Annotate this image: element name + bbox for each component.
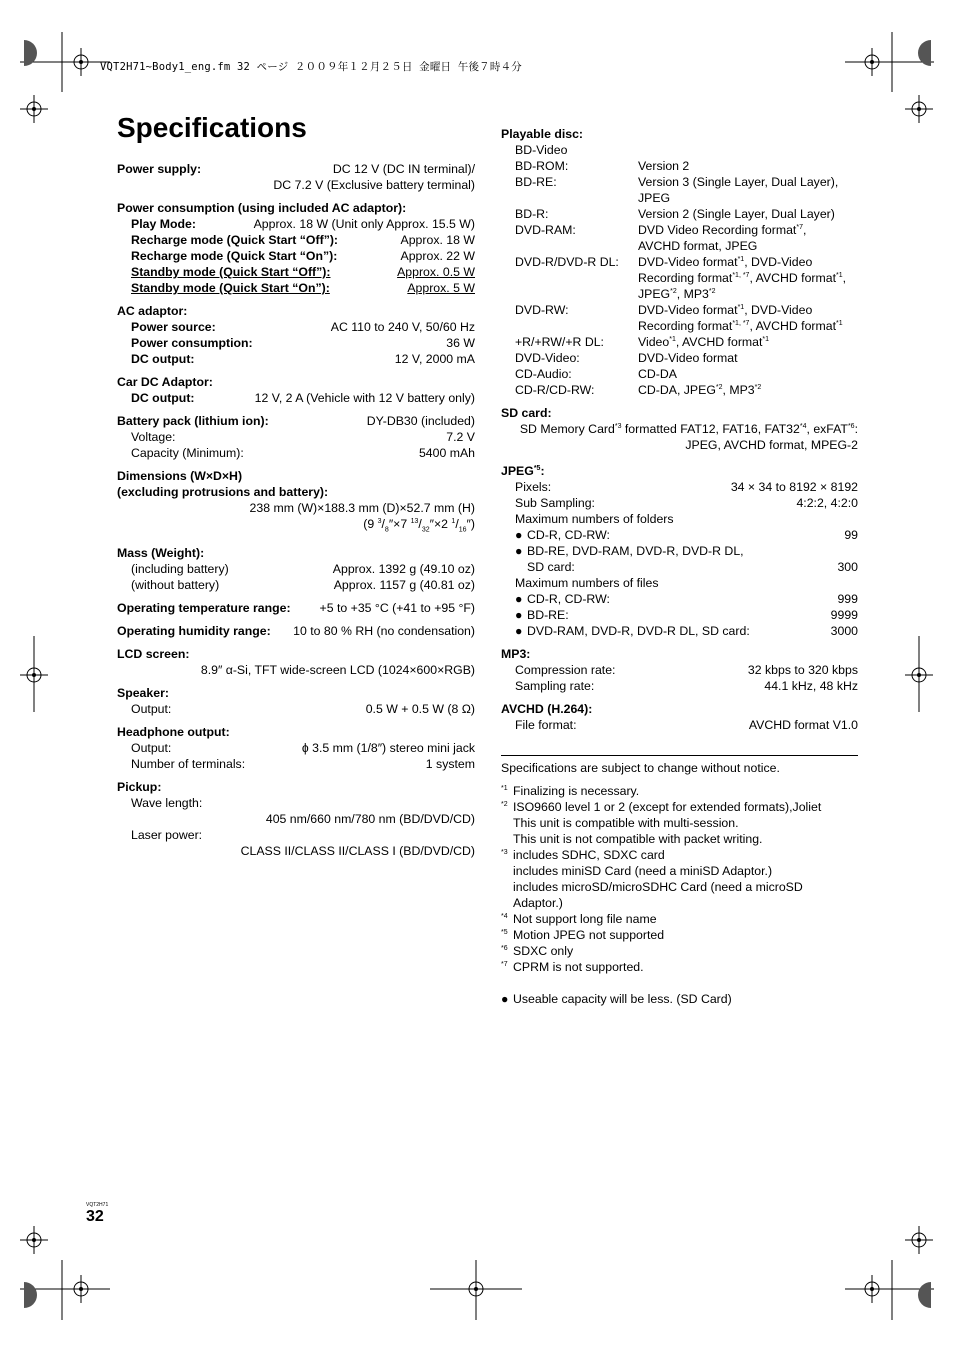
files-bdre-label: ● BD-RE: (515, 608, 569, 622)
wave-length-value: 405 nm/660 nm/780 nm (BD/DVD/CD) (265, 812, 475, 827)
car-dc-output-label: DC output: (131, 391, 195, 405)
sd-card-section (501, 405, 858, 453)
divider (501, 755, 858, 756)
terminals-label: Number of terminals: (131, 757, 246, 772)
laser-power-label: Laser power: (131, 828, 203, 843)
playable-disc-heading: Playable disc: (501, 127, 584, 141)
power-supply-value-1: DC 12 V (DC IN terminal)/ (332, 162, 475, 176)
files-bdre-value: 9999 (830, 608, 858, 622)
dvd-video-value: DVD-Video format (638, 351, 738, 365)
adaptor-dc-output-label: DC output: (131, 352, 195, 366)
dimensions-metric: 238 mm (W)×188.3 mm (D)×52.7 mm (H) (249, 501, 475, 515)
power-source-label: Power source: (131, 320, 216, 334)
headphone-output-label: Output: (131, 741, 172, 756)
bd-rom-label: BD-ROM: (515, 159, 569, 173)
pixels-label: Pixels: (515, 480, 552, 494)
avchd-heading: AVCHD (H.264): (501, 702, 593, 716)
speaker-output-label: Output: (131, 702, 172, 717)
pickup-heading: Pickup: (117, 780, 162, 795)
mass-incl-label: (including battery) (131, 562, 229, 577)
power-consumption-heading: Power consumption (using included AC adaptor): (117, 201, 407, 215)
max-files-label: Maximum numbers of files (515, 576, 659, 590)
bullet-icon: ● (515, 592, 523, 606)
plus-r-label: +R/+RW/+R DL: (515, 335, 604, 349)
footnote-2: *2 ISO9660 level 1 or 2 (except for extended formats),Joliet This unit is compatible with multi-session. This unit is not compatible with packet writing. (501, 800, 822, 846)
dimensions-heading-2: (excluding protrusions and battery): (117, 485, 329, 499)
cd-audio-value: CD-DA (638, 367, 677, 381)
cd-audio-label: CD-Audio: (515, 367, 572, 381)
footnotes (501, 783, 858, 975)
bullet-icon: ● (501, 992, 509, 1006)
mass-excl-value: Approx. 1157 g (40.81 oz) (333, 578, 475, 593)
files-cd-label: ● CD-R, CD-RW: (515, 592, 610, 606)
dvd-ram-label: DVD-RAM: (515, 223, 576, 237)
recharge-off-value: Approx. 18 W (400, 233, 475, 247)
sd-card-formats: SD Memory Card$^{*3}$ formatted FAT12, FAT16, FAT32$^{*4}$, exFAT$^{*6}$: (519, 422, 858, 436)
adaptor-consumption-value: 36 W (446, 336, 475, 350)
play-mode-label: Play Mode: (131, 217, 196, 231)
dvd-video-label: DVD-Video: (515, 351, 580, 365)
car-dc-section (117, 374, 475, 406)
bd-re-value: Version 3 (Single Layer, Dual Layer), JPEG (638, 175, 839, 205)
voltage-value: 7.2 V (446, 430, 475, 444)
pixels-value: 34 × 34 to 8192 × 8192 (730, 480, 858, 494)
ac-adaptor-heading: AC adaptor: (117, 304, 188, 318)
files-cd-value: 999 (837, 592, 858, 606)
op-humid-label: Operating humidity range: (117, 624, 271, 639)
folders-cd-label: ● CD-R, CD-RW: (515, 528, 610, 542)
mp3-section (501, 646, 858, 694)
folders-cd-value: 99 (844, 528, 858, 542)
pickup-section (117, 779, 475, 859)
footer-code: VQT2H71 (86, 1202, 109, 1208)
playable-disc-section (501, 126, 858, 398)
op-temp-section (117, 600, 475, 616)
dimensions-heading-1: Dimensions (W×D×H) (117, 469, 243, 483)
sd-card-types: JPEG, AVCHD format, MPEG-2 (685, 438, 858, 452)
car-dc-output-value: 12 V, 2 A (Vehicle with 12 V battery only) (254, 391, 475, 405)
sub-sampling-label: Sub Sampling: (515, 496, 595, 510)
dvd-rw-value: DVD-Video format$^{*1}$, DVD-Video Recording format$^{*1, *7}$, AVCHD format$^{*1}$ (638, 303, 843, 333)
mass-heading: Mass (Weight): (117, 546, 205, 561)
bd-r-label: BD-R: (515, 207, 549, 221)
adaptor-dc-output-value: 12 V, 2000 mA (394, 352, 475, 366)
capacity-value: 5400 mAh (418, 446, 475, 460)
recharge-on-label: Recharge mode (Quick Start “On”): (131, 249, 338, 263)
dimensions-inches: (9 $^3/_8''\times 7$ $^{13}/_{32}''\times 2$ $^1/_{16}''$) (363, 517, 475, 534)
sampling-value: 44.1 kHz, 48 kHz (764, 679, 858, 693)
page-number: 32 (86, 1208, 104, 1225)
speaker-section (117, 685, 475, 717)
cd-r-label: CD-R/CD-RW: (515, 383, 595, 397)
bullet-icon: ● (515, 624, 523, 638)
files-dvd-label: ● DVD-RAM, DVD-R, DVD-R DL, SD card: (515, 624, 750, 638)
change-notice: Specifications are subject to change without notice. (501, 761, 780, 775)
file-format-value: AVCHD format V1.0 (748, 718, 858, 732)
battery-label: Battery pack (lithium ion): (117, 414, 269, 428)
headphone-heading: Headphone output: (117, 725, 230, 740)
capacity-note: ● Useable capacity will be less. (SD Card) (501, 992, 732, 1006)
bd-rom-value: Version 2 (638, 159, 690, 173)
footnote-5: *5 Motion JPEG not supported (501, 928, 665, 942)
power-supply-section (117, 161, 475, 193)
footnote-3: *3 includes SDHC, SDXC card includes miniSD Card (need a miniSD Adaptor.) includes microSD/microSDHC Card (need a microSD Adaptor.) (501, 848, 803, 910)
mass-section (117, 545, 475, 593)
speaker-heading: Speaker: (117, 686, 169, 701)
headphone-output-value: ɸ 3.5 mm (1/8″) stereo mini jack (301, 741, 475, 756)
op-temp-value: +5 to +35 °C (+41 to +95 °F) (319, 601, 475, 616)
bullet-icon: ● (515, 544, 523, 558)
folders-sd-label: SD card: (527, 560, 575, 574)
terminals-value: 1 system (425, 757, 475, 772)
bullet-icon: ● (515, 528, 523, 542)
lcd-section (117, 646, 475, 678)
bd-re-label: BD-RE: (515, 175, 557, 189)
recharge-on-value: Approx. 22 W (400, 249, 475, 263)
left-column (117, 161, 475, 866)
dvd-r-value: DVD-Video format$^{*1}$, DVD-Video Recording format$^{*1, *7}$, AVCHD format$^{*1}$, JPEG$^{*2}$, MP3$^{*2}$ (638, 255, 847, 301)
wave-length-label: Wave length: (131, 796, 203, 811)
sd-card-heading: SD card: (501, 406, 552, 420)
play-mode-value: Approx. 18 W (Unit only Approx. 15.5 W) (253, 217, 475, 231)
laser-power-value: CLASS II/CLASS II/CLASS I (BD/DVD/CD) (240, 844, 475, 859)
car-dc-heading: Car DC Adaptor: (117, 375, 213, 389)
footnote-7: *7 CPRM is not supported. (501, 960, 644, 974)
footnote-6: *6 SDXC only (501, 944, 574, 958)
footnote-4: *4 Not support long file name (501, 912, 657, 926)
right-column (501, 126, 858, 1007)
adaptor-consumption-label: Power consumption: (131, 336, 253, 350)
speaker-output-value: 0.5 W + 0.5 W (8 Ω) (365, 702, 475, 717)
footnote-1: *1 Finalizing is necessary. (501, 784, 640, 798)
lcd-heading: LCD screen: (117, 647, 190, 662)
files-dvd-value: 3000 (830, 624, 858, 638)
jpeg-heading: JPEG$^{*5}$: (501, 464, 545, 478)
file-header: VQT2H71~Body1_eng.fm 32 ページ ２００９年１２月２５日 金曜日 午後７時４分 (100, 61, 522, 73)
dimensions-section (117, 468, 475, 538)
op-humid-value: 10 to 80 % RH (no condensation) (293, 624, 475, 639)
bullet-icon: ● (515, 608, 523, 622)
lcd-value: 8.9″ α-Si, TFT wide-screen LCD (1024×600×RGB) (200, 663, 475, 678)
page-title: Specifications (117, 112, 307, 143)
mp3-heading: MP3: (501, 647, 531, 661)
dvd-rw-label: DVD-RW: (515, 303, 569, 317)
folders-sd-value: 300 (837, 560, 858, 574)
sampling-label: Sampling rate: (515, 679, 595, 693)
file-format-label: File format: (515, 718, 577, 732)
folders-bd-label: ● BD-RE, DVD-RAM, DVD-R, DVD-R DL, (515, 544, 744, 558)
standby-off-label: Standby mode (Quick Start “Off”): (131, 265, 331, 279)
cd-r-value: CD-DA, JPEG$^{*2}$, MP3$^{*2}$ (638, 383, 762, 397)
power-consumption-section (117, 200, 475, 296)
voltage-label: Voltage: (131, 430, 176, 444)
plus-r-value: Video$^{*1}$, AVCHD format$^{*1}$ (638, 335, 770, 349)
op-temp-label: Operating temperature range: (117, 601, 291, 616)
bd-video-label: BD-Video (515, 143, 568, 157)
sub-sampling-value: 4:2:2, 4:2:0 (796, 496, 858, 510)
standby-on-label: Standby mode (Quick Start “On”): (131, 281, 330, 295)
dvd-r-label: DVD-R/DVD-R DL: (515, 255, 619, 269)
compression-value: 32 kbps to 320 kbps (747, 663, 858, 677)
jpeg-section (501, 463, 858, 639)
battery-section (117, 413, 475, 461)
avchd-section (501, 701, 858, 733)
ac-adaptor-section (117, 303, 475, 367)
power-supply-label: Power supply: (117, 162, 202, 176)
capacity-label: Capacity (Minimum): (131, 446, 244, 460)
headphone-section (117, 724, 475, 772)
mass-excl-label: (without battery) (131, 578, 220, 593)
compression-label: Compression rate: (515, 663, 616, 677)
op-humid-section (117, 623, 475, 639)
dvd-ram-value: DVD Video Recording format$^{*7}$, AVCHD format, JPEG (638, 223, 807, 253)
max-folders-label: Maximum numbers of folders (515, 512, 674, 526)
battery-value: DY-DB30 (included) (366, 414, 475, 428)
standby-on-value: Approx. 5 W (407, 281, 475, 295)
power-source-value: AC 110 to 240 V, 50/60 Hz (330, 320, 475, 334)
bd-r-value: Version 2 (Single Layer, Dual Layer) (638, 207, 835, 221)
mass-incl-value: Approx. 1392 g (49.10 oz) (332, 562, 475, 577)
recharge-off-label: Recharge mode (Quick Start “Off”): (131, 233, 339, 247)
standby-off-value: Approx. 0.5 W (397, 265, 475, 279)
power-supply-value-2: DC 7.2 V (Exclusive battery terminal) (273, 178, 475, 192)
